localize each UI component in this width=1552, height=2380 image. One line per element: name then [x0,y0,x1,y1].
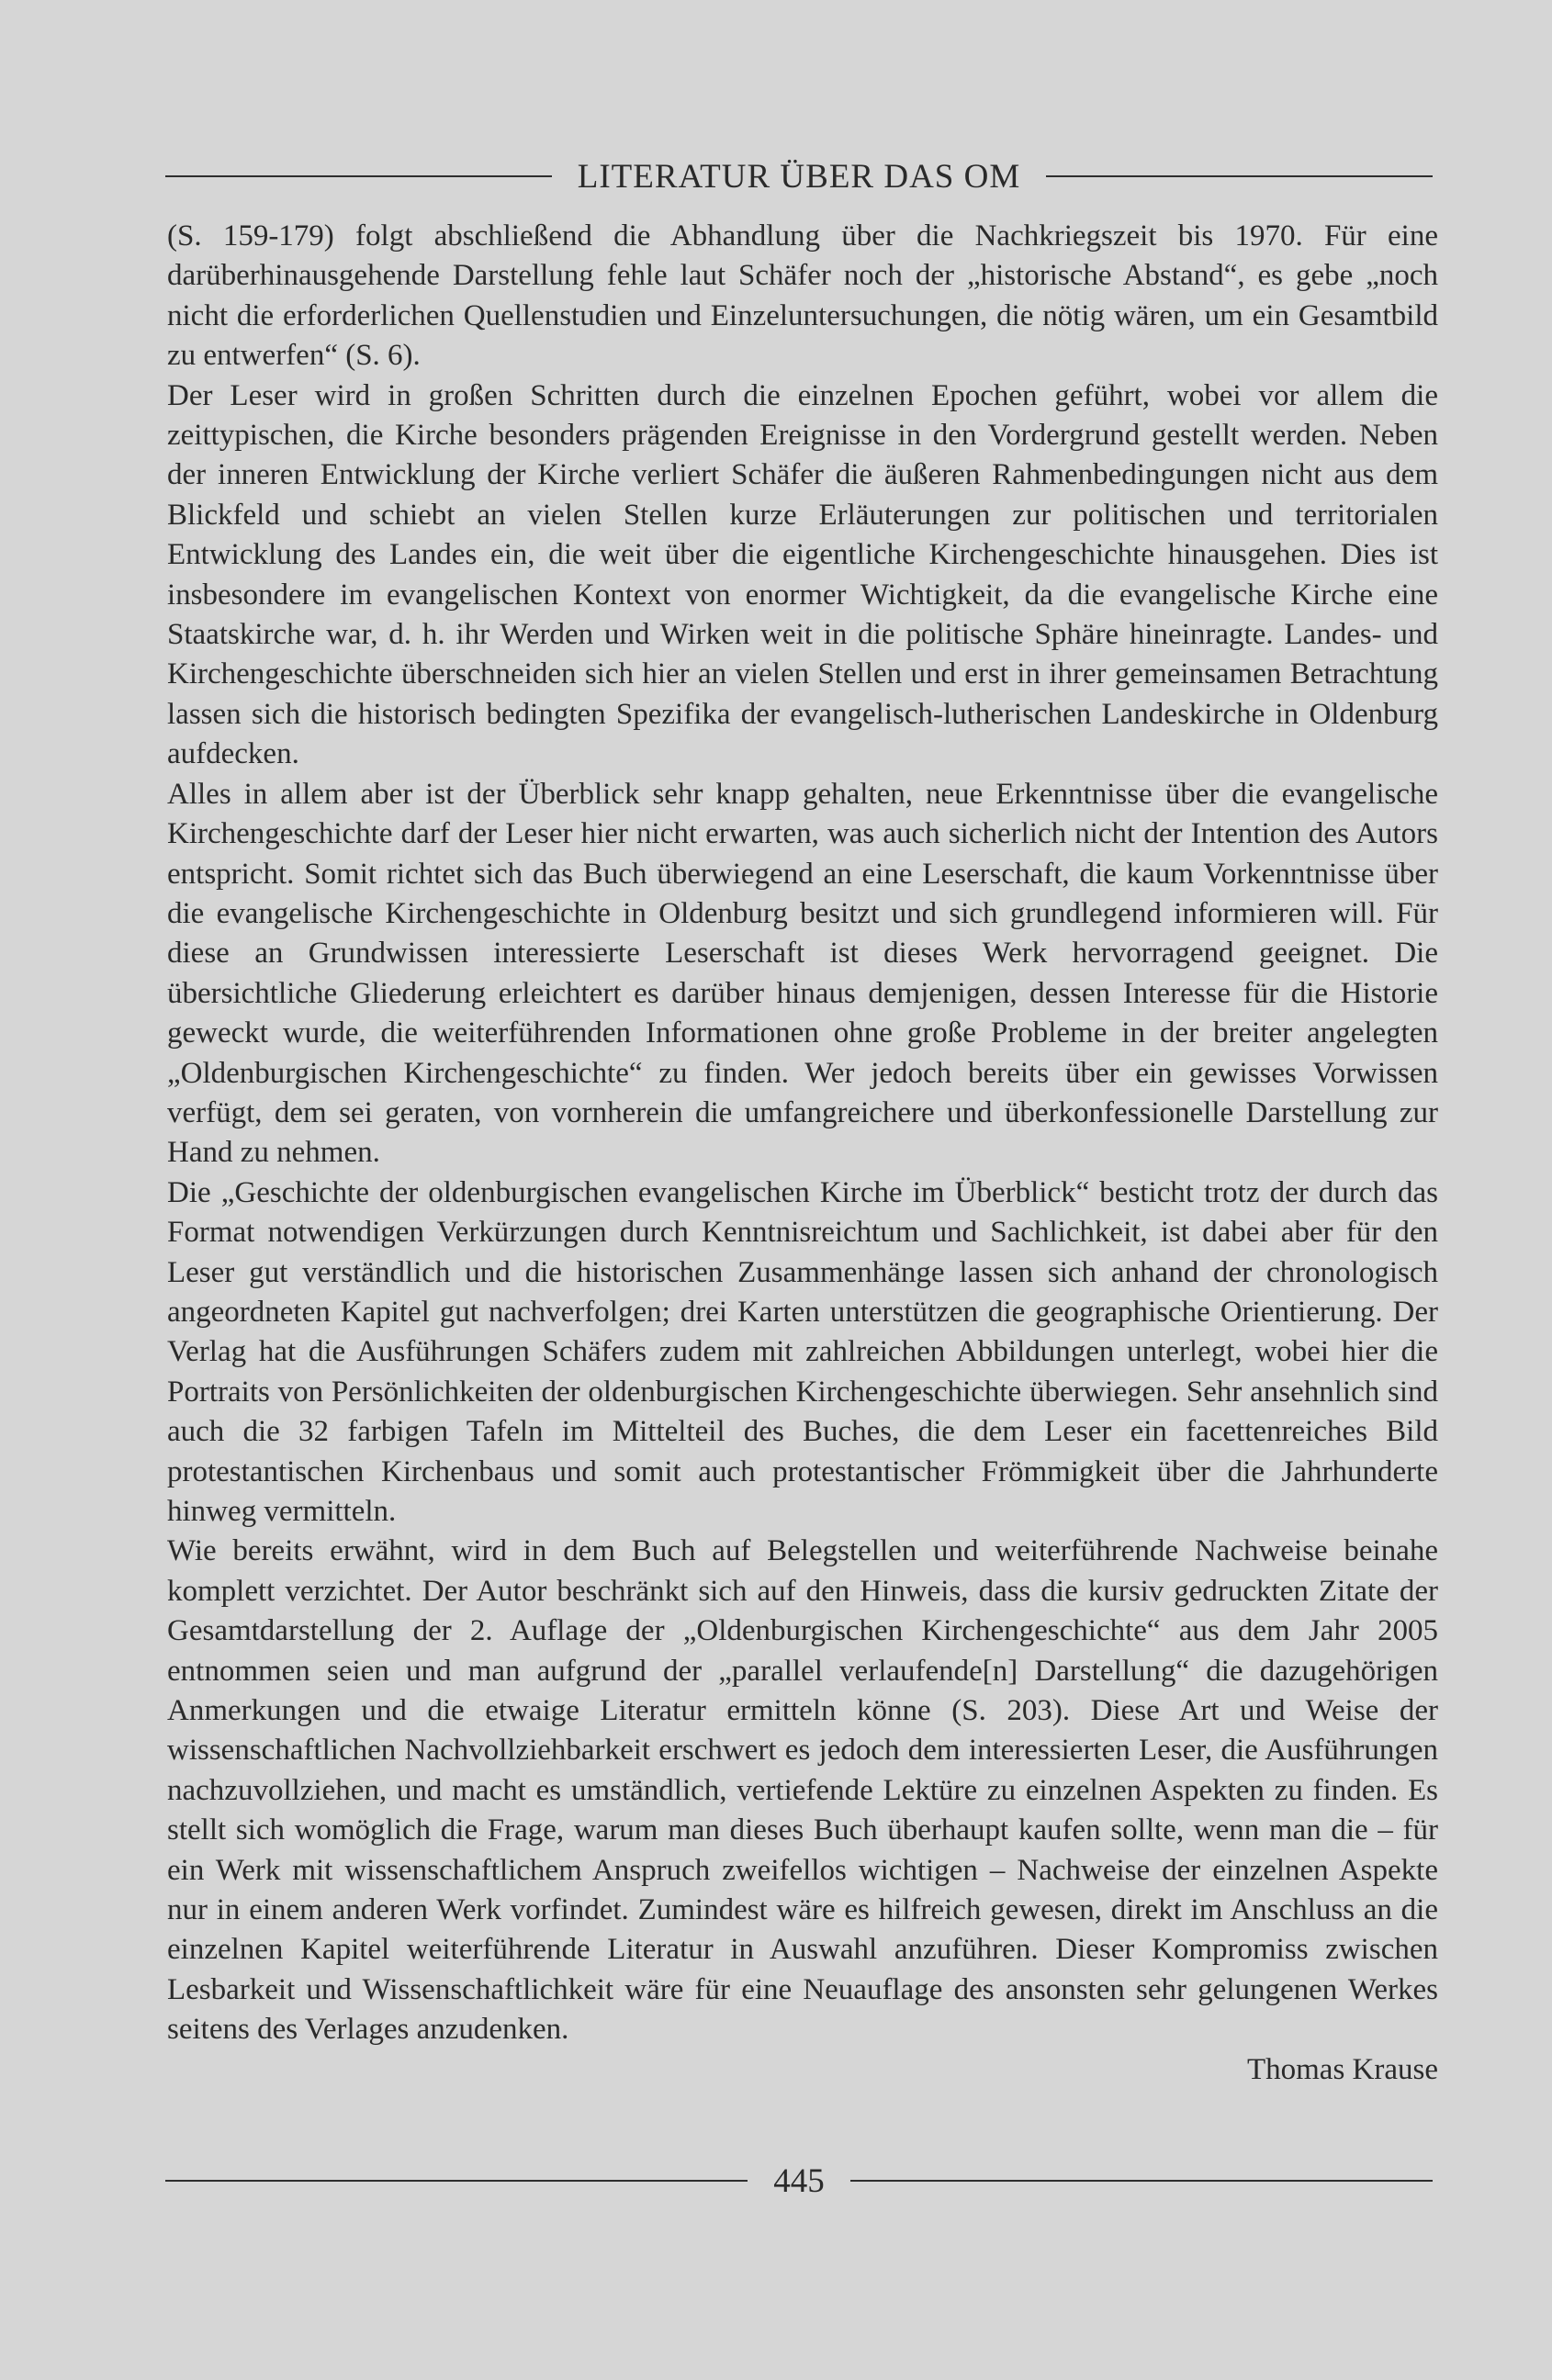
page-number: 445 [773,2161,825,2200]
running-header [165,149,1433,204]
paragraph: Wie bereits erwähnt, wird in dem Buch auf Belegstellen und weiterführende Nachweise beinahe komplett verzichtet. Der Autor beschränkt sich auf den Hinweis, dass die kursiv gedruckten Zitate der Gesamtdarstellung der 2. Auflage der „Oldenburgischen Kirchengeschichte“ aus dem Jahr 2005 entnommen seien und man aufgrund der „parallel verlaufende[n] Darstellung“ die dazugehörigen Anmerkungen und die etwaige Literatur ermitteln könne (S. 203). Diese Art und Weise der wissenschaftlichen Nachvollziehbarkeit erschwert es jedoch dem interessierten Leser, die Ausführungen nachzuvollziehen, und macht es umständlich, vertiefende Lektüre zu einzelnen Aspekten zu finden. Es stellt sich womöglich die Frage, warum man dieses Buch überhaupt kaufen sollte, wenn man die – für ein Werk mit wissenschaftlichem Anspruch zweifellos wichtigen – Nachweise der einzelnen Aspekte nur in einem anderen Werk vorfindet. Zumindest wäre es hilfreich gewesen, direkt im Anschluss an die einzelnen Kapitel weiterführende Literatur in Auswahl anzuführen. Dieser Kompromiss zwischen Lesbarkeit und Wissenschaftlichkeit wäre für eine Neuauflage des ansonsten sehr gelungenen Werkes seitens des Verlages anzudenken. [167,1534,1438,2047]
footer-rule-right [850,2180,1433,2182]
body-text [167,217,1438,2090]
page-footer [165,2153,1433,2208]
header-rule-left [165,175,552,177]
paragraph: Alles in allem aber ist der Überblick sehr knapp gehalten, neue Erkenntnisse über die evangelische Kirchengeschichte darf der Leser hier nicht erwarten, was auch sicherlich nicht der Intention des Autors entspricht. Somit richtet sich das Buch überwiegend an eine Leserschaft, die kaum Vorkenntnisse über die evangelische Kirchengeschichte in Oldenburg besitzt und sich grundlegend informieren will. Für diese an Grundwissen interessierte Leserschaft ist dieses Werk hervorragend geeignet. Die übersichtliche Gliederung erleichtert es darüber hinaus demjenigen, dessen Interesse für die Historie geweckt wurde, die weiterführenden Informationen ohne große Probleme in der breiter angelegten „Oldenburgischen Kirchengeschichte“ zu finden. Wer jedoch bereits über ein gewisses Vorwissen verfügt, dem sei geraten, von vornherein die umfangreichere und überkonfessionelle Darstellung zur Hand zu nehmen. [167,777,1438,1170]
header-rule-right [1046,175,1433,177]
paragraph: Der Leser wird in großen Schritten durch die einzelnen Epochen geführt, wobei vor allem die zeittypischen, die Kirche besonders prägenden Ereignisse in den Vordergrund gestellt werden. Neben der inneren Entwicklung der Kirche verliert Schäfer die äußeren Rahmenbedingungen nicht aus dem Blickfeld und schiebt an vielen Stellen kurze Erläuterungen zur politischen und territorialen Entwicklung des Landes ein, die weit über die eigentliche Kirchengeschichte hinausgehen. Dies ist insbesondere im evangelischen Kontext von enormer Wichtigkeit, da die evangelische Kirche eine Staatskirche war, d. h. ihr Werden und Wirken weit in die politische Sphäre hineinragte. Landes- und Kirchengeschichte überschneiden sich hier an vielen Stellen und erst in ihrer gemeinsamen Betrachtung lassen sich die historisch bedingten Spezifika der evangelisch-lutherischen Landeskirche in Oldenburg aufdecken. [167,378,1438,771]
paragraph: Die „Geschichte der oldenburgischen evangelischen Kirche im Überblick“ besticht trotz der durch das Format notwendigen Verkürzungen durch Kenntnisreichtum und Sachlichkeit, ist dabei aber für den Leser gut verständlich und die historischen Zusammenhänge lassen sich anhand der chronologisch angeordneten Kapitel gut nachverfolgen; drei Karten unterstützen die geographische Orientierung. Der Verlag hat die Ausführungen Schäfers zudem mit zahlreichen Abbildungen unterlegt, wobei hier die Portraits von Persönlichkeiten der oldenburgischen Kirchengeschichte überwiegen. Sehr ansehnlich sind auch die 32 farbigen Tafeln im Mittelteil des Buches, die dem Leser ein facettenreiches Bild protestantischen Kirchenbaus und somit auch protestantischer Frömmigkeit über die Jahrhunderte hinweg vermitteln. [167,1175,1438,1528]
author-signature: Thomas Krause [1246,2052,1438,2086]
paragraph: (S. 159-179) folgt abschließend die Abhandlung über die Nachkriegszeit bis 1970. Für eine darüberhinausgehende Darstellung fehle laut Schäfer noch der „historische Abstand“, es gebe „noch nicht die erforderlichen Quellenstudien und Einzeluntersuchungen, die nötig wären, um ein Gesamtbild zu entwerfen“ (S. 6). [167,219,1438,373]
running-header-title: LITERATUR ÜBER DAS OM [577,157,1021,196]
footer-rule-left [165,2180,748,2182]
